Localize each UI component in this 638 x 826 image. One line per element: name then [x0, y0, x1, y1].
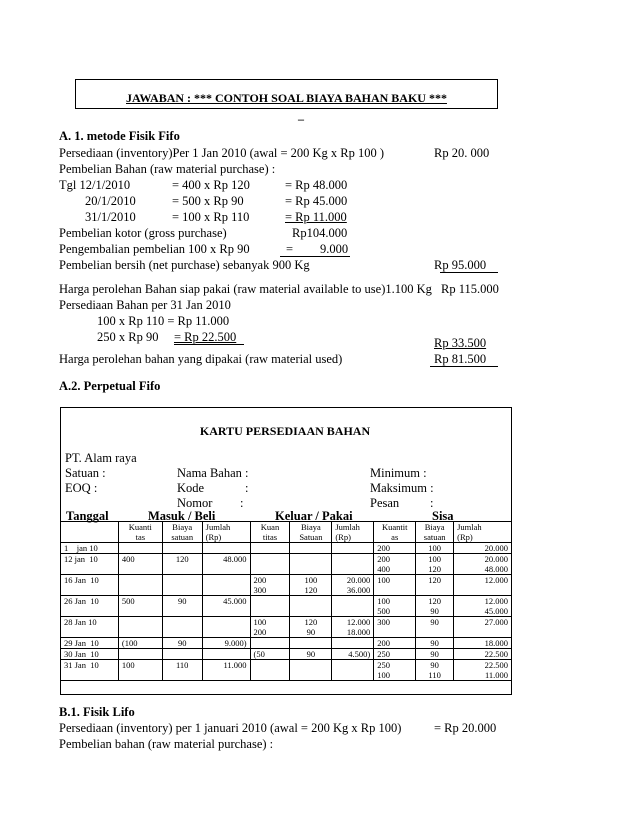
- table-cell: [290, 543, 332, 554]
- table-cell: [250, 543, 290, 554]
- table-cell: [162, 543, 202, 554]
- ending-label: Persediaan Bahan per 31 Jan 2010: [59, 298, 231, 312]
- card-title: KARTU PERSEDIAAN BAHAN: [199, 424, 371, 438]
- table-cell: [332, 543, 374, 554]
- table-row: [61, 554, 512, 575]
- table-cell: [332, 596, 374, 617]
- used-rule: [430, 366, 498, 367]
- table-cell: 90: [416, 649, 454, 660]
- table-cell: 20.000 48.000: [454, 554, 512, 575]
- table-cell: [250, 554, 290, 575]
- title-box: [75, 79, 498, 109]
- table-cell: 200: [374, 638, 416, 649]
- kode-colon: :: [245, 481, 249, 495]
- table-cell: [332, 554, 374, 575]
- return-label: Pengembalian pembelian 100 x Rp 90: [59, 242, 250, 256]
- table-cell: [202, 543, 250, 554]
- table-cell: 22.500: [454, 649, 512, 660]
- purchase-date: Tgl 12/1/2010: [59, 178, 131, 192]
- company-name: PT. Alam raya: [65, 451, 137, 465]
- nomor-colon: :: [240, 496, 244, 510]
- table-cell: 110: [162, 660, 202, 681]
- return-eq: =: [286, 242, 294, 256]
- table-subheader: Jumlah (Rp): [454, 522, 512, 543]
- page-title: JAWABAN : *** CONTOH SOAL BIAYA BAHAN BAKU ***: [126, 91, 447, 105]
- table-subheader-row: [61, 522, 512, 543]
- purchase-date: 20/1/2010: [85, 194, 136, 208]
- table-row: [61, 575, 512, 596]
- table-row: [61, 617, 512, 638]
- a1-line2: Pembelian Bahan (raw material purchase) :: [59, 162, 276, 176]
- table-cell: [250, 638, 290, 649]
- table-subheader: Kuantit as: [374, 522, 416, 543]
- table-cell: 90: [290, 649, 332, 660]
- col-sisa: Sisa: [432, 509, 454, 523]
- table-cell: 12 jan 10: [61, 554, 119, 575]
- kode-label: Kode: [177, 481, 205, 495]
- table-subheader: Biaya Satuan: [290, 522, 332, 543]
- table-row: [61, 649, 512, 660]
- net-rule: [440, 272, 498, 273]
- table-cell: [290, 596, 332, 617]
- table-cell: 250: [374, 649, 416, 660]
- table-cell: 9.000): [202, 638, 250, 649]
- table-cell: 250 100: [374, 660, 416, 681]
- subtotal-rule: [280, 256, 350, 257]
- ending-line1: 100 x Rp 110 = Rp 11.000: [97, 314, 230, 328]
- table-cell: 300: [374, 617, 416, 638]
- table-cell: 100 120: [416, 554, 454, 575]
- table-cell: [118, 575, 162, 596]
- table-cell: [290, 660, 332, 681]
- col-masuk: Masuk / Beli: [148, 509, 216, 523]
- used-amount: Rp 81.500: [434, 352, 487, 366]
- table-cell: 90: [162, 596, 202, 617]
- title-dash: –: [298, 112, 304, 126]
- table-subheader: Jumlah (Rp): [202, 522, 250, 543]
- purchase-amount: = Rp 45.000: [285, 194, 348, 208]
- table-cell: 31 Jan 10: [61, 660, 119, 681]
- a1-line1: Persediaan (inventory)Per 1 Jan 2010 (awal = 200 Kg x Rp 100 ): [59, 146, 385, 160]
- table-cell: 4.500): [332, 649, 374, 660]
- table-cell: 200: [374, 543, 416, 554]
- ending-line2-amount: = Rp 22.500: [174, 330, 237, 344]
- table-cell: 400: [118, 554, 162, 575]
- table-subheader: Biaya satuan: [162, 522, 202, 543]
- ending-total: Rp 33.500: [434, 336, 487, 350]
- col-tanggal: Tanggal: [66, 509, 109, 523]
- pesan-colon: :: [430, 496, 434, 510]
- table-cell: 16 Jan 10: [61, 575, 119, 596]
- satuan-label: Satuan :: [65, 466, 106, 480]
- table-cell: 100: [374, 575, 416, 596]
- table-cell: [250, 660, 290, 681]
- pesan-label: Pesan: [370, 496, 400, 510]
- table-cell: [202, 575, 250, 596]
- net-amount: Rp 95.000: [434, 258, 487, 272]
- section-a2-heading: A.2. Perpetual Fifo: [59, 379, 161, 393]
- maksimum-label: Maksimum :: [370, 481, 434, 495]
- table-cell: 100: [416, 543, 454, 554]
- table-cell: 18.000: [454, 638, 512, 649]
- table-subheader: Kuanti tas: [118, 522, 162, 543]
- inventory-table: [60, 521, 512, 681]
- table-cell: [290, 554, 332, 575]
- col-keluar: Keluar / Pakai: [275, 509, 353, 523]
- table-cell: 12.000 45.000: [454, 596, 512, 617]
- nomor-label: Nomor: [177, 496, 213, 510]
- table-cell: 120: [162, 554, 202, 575]
- table-cell: 30 Jan 10: [61, 649, 119, 660]
- table-cell: (50: [250, 649, 290, 660]
- used-label: Harga perolehan bahan yang dipakai (raw material used): [59, 352, 343, 366]
- table-cell: 26 Jan 10: [61, 596, 119, 617]
- table-cell: 12.000: [454, 575, 512, 596]
- table-cell: 90: [416, 638, 454, 649]
- table-cell: 120 90: [290, 617, 332, 638]
- table-cell: [162, 617, 202, 638]
- table-cell: 200 400: [374, 554, 416, 575]
- table-cell: 90: [162, 638, 202, 649]
- table-cell: 20.000: [454, 543, 512, 554]
- table-cell: [202, 649, 250, 660]
- gross-label: Pembelian kotor (gross purchase): [59, 226, 227, 240]
- nama-bahan-label: Nama Bahan :: [177, 466, 249, 480]
- available-label: Harga perolehan Bahan siap pakai (raw material available to use)1.100 Kg: [59, 282, 432, 296]
- ending-rule: [174, 344, 244, 345]
- a1-line1-amount: Rp 20. 000: [434, 146, 490, 160]
- available-amount: Rp 115.000: [441, 282, 499, 296]
- table-cell: 200 300: [250, 575, 290, 596]
- table-cell: 90 110: [416, 660, 454, 681]
- table-cell: 48.000: [202, 554, 250, 575]
- table-cell: 100 120: [290, 575, 332, 596]
- table-cell: [118, 649, 162, 660]
- table-cell: [332, 638, 374, 649]
- table-cell: 45.000: [202, 596, 250, 617]
- table-cell: 22.500 11.000: [454, 660, 512, 681]
- table-subheader: Jumlah (Rp): [332, 522, 374, 543]
- table-cell: 500: [118, 596, 162, 617]
- purchase-calc: = 500 x Rp 90: [172, 194, 244, 208]
- table-cell: 90: [416, 617, 454, 638]
- ending-line2: 250 x Rp 90: [97, 330, 159, 344]
- table-cell: 20.000 36.000: [332, 575, 374, 596]
- table-cell: 11.000: [202, 660, 250, 681]
- table-subheader: Kuan titas: [250, 522, 290, 543]
- eoq-label: EOQ :: [65, 481, 98, 495]
- minimum-label: Minimum :: [370, 466, 427, 480]
- table-cell: (100: [118, 638, 162, 649]
- purchase-amount: = Rp 48.000: [285, 178, 348, 192]
- section-b1-heading: B.1. Fisik Lifo: [59, 705, 135, 719]
- table-cell: 1 jan 10: [61, 543, 119, 554]
- table-row: [61, 596, 512, 617]
- table-cell: 100: [118, 660, 162, 681]
- table-cell: [162, 649, 202, 660]
- table-row: [61, 543, 512, 554]
- table-cell: [162, 575, 202, 596]
- b1-line1-amount: = Rp 20.000: [434, 721, 497, 735]
- gross-amount: Rp104.000: [292, 226, 348, 240]
- table-cell: [332, 660, 374, 681]
- net-label: Pembelian bersih (net purchase) sebanyak 900 Kg: [59, 258, 310, 272]
- purchase-amount: = Rp 11.000: [285, 210, 347, 224]
- table-cell: 27.000: [454, 617, 512, 638]
- purchase-date: 31/1/2010: [85, 210, 136, 224]
- purchase-calc: = 100 x Rp 110: [172, 210, 250, 224]
- table-cell: 28 Jan 10: [61, 617, 119, 638]
- table-cell: [202, 617, 250, 638]
- table-cell: 120 90: [416, 596, 454, 617]
- table-cell: [250, 596, 290, 617]
- b1-line1: Persediaan (inventory) per 1 januari 2010 (awal = 200 Kg x Rp 100): [59, 721, 402, 735]
- table-cell: 100 200: [250, 617, 290, 638]
- table-cell: [61, 522, 119, 543]
- table-cell: [290, 638, 332, 649]
- table-cell: [118, 543, 162, 554]
- table-cell: 12.000 18.000: [332, 617, 374, 638]
- table-subheader: Biaya satuan: [416, 522, 454, 543]
- purchase-calc: = 400 x Rp 120: [172, 178, 250, 192]
- table-row: [61, 660, 512, 681]
- table-cell: [118, 617, 162, 638]
- table-cell: 100 500: [374, 596, 416, 617]
- table-row: [61, 638, 512, 649]
- table-cell: 29 Jan 10: [61, 638, 119, 649]
- section-a1-heading: A. 1. metode Fisik Fifo: [59, 129, 180, 143]
- return-amount: 9.000: [320, 242, 349, 256]
- table-cell: 120: [416, 575, 454, 596]
- b1-line2: Pembelian bahan (raw material purchase) :: [59, 737, 274, 751]
